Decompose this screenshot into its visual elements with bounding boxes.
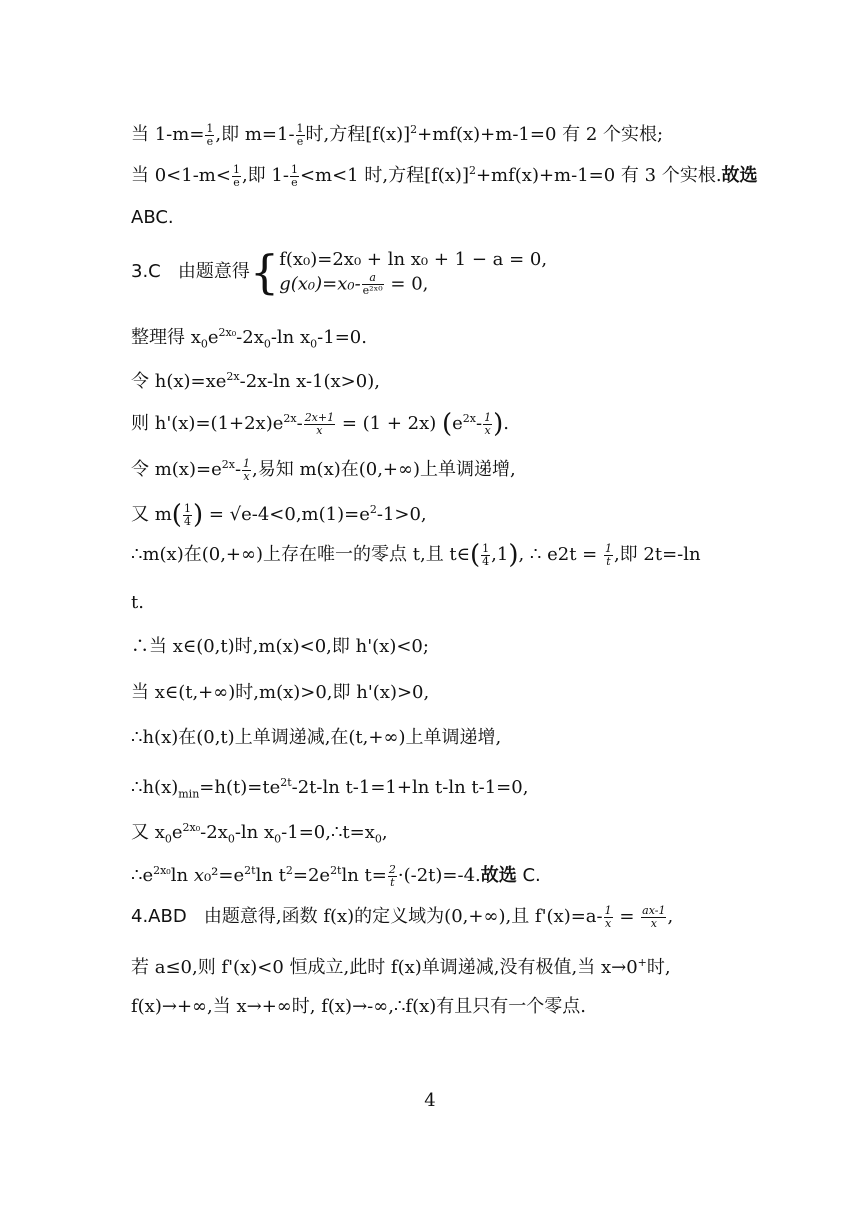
text-line: f(x)→+∞,当 x→+∞时, f(x)→-∞,∴f(x)有且只有一个零点. bbox=[131, 996, 586, 1017]
text-line: 令 $m(x)=e^{2x}-$ $\frac{1}{x}$ ,易知 m(x)在(0,+∞)上单调递增, bbox=[131, 456, 516, 483]
text-line: $\therefore h(x)_{min}=h(t)=te^{2t}-2t-\ln$ t-1=1+ln t-ln t-1=0, bbox=[131, 776, 529, 801]
text-line: ∴h(x)在(0,t)上单调递减,在(t,+∞)上单调递增, bbox=[131, 727, 502, 748]
text-line: 当 0<1-m< $\frac{1}{e}$ ,即 1- $\frac{1}{e}$ <m<1 时,方程$[f(x)]^2+mf(x)+m-1=0$ 有 3 个实根.故选 bbox=[131, 162, 758, 189]
brace-icon: { bbox=[249, 245, 280, 299]
text-line: ∴m(x)在(0,+∞)上存在唯一的零点 t,且 t∈( $\frac{1}{4}$ ,1), ∴ e2t = $\frac{1}{t}$ ,即 2t=-ln bbox=[131, 540, 701, 570]
equation-system: 3.C 由题意得{ f(x₀)=2x₀ + ln x₀ + 1 − a = 0, g(x₀)=x₀- $\frac{a}{\text{e²ˣ⁰}}$ = 0, bbox=[131, 245, 548, 299]
text-line: 若 a≤0,则 f'(x)<0 恒成立,此时 f(x)单调递减,没有极值,当 x→0+时, bbox=[131, 956, 671, 978]
page-number: 4 bbox=[424, 1090, 436, 1111]
text-line: 当 x∈(t,+∞)时,m(x)>0,即 h'(x)>0, bbox=[131, 682, 430, 703]
text-line: 令 $h(x)=xe^{2x}-2x-\ln$ x-1(x>0), bbox=[131, 370, 380, 392]
text-line: ∴当 x∈(0,t)时,m(x)<0,即 h'(x)<0; bbox=[131, 636, 429, 657]
text-line: 则 $h'(x)=(1+2x)e^{2x}-$ $\frac{2x+1}{x}$ = (1 + 2x) ($e^{2x}-$ $\frac{1}{x}$ ). bbox=[131, 409, 509, 439]
text-line: ABC. bbox=[131, 207, 174, 228]
text-line: 又 m( $\frac{1}{4}$ ) = $√e-4<0,m(1)=e^2-1>0$, bbox=[131, 500, 427, 530]
text-line: 又 $x_0e^{2x_0}-2x_0-\ln$ $x_0-1=0,\therefore t=x_0$, bbox=[131, 821, 388, 846]
text-line: 当 1-m= $\frac{1}{e}$ ,即 m=1- $\frac{1}{e}$ 时,方程$[f(x)]^2+mf(x)+m-1=0$ 有 2 个实根; bbox=[131, 121, 664, 148]
text-line: 4.ABD 由题意得,函数 f(x)的定义域为(0,+∞),且 f'(x)=a- $\frac{1}{x}$ = $\frac{ax-1}{x}$ , bbox=[131, 903, 674, 930]
text-line: t. bbox=[131, 592, 144, 613]
text-line: $\therefore e^{2x_0}\ln$ $x_0^2=e^{2t}\ln$ $t^2=2e^{2t}\ln$ t= $\frac{2}{t}$ ·(-2t)=-4.故选 C. bbox=[131, 862, 541, 889]
text-line: 整理得 $x_0e^{2x_0}-2x_0-\ln$ $x_0-1=0$. bbox=[131, 326, 367, 351]
